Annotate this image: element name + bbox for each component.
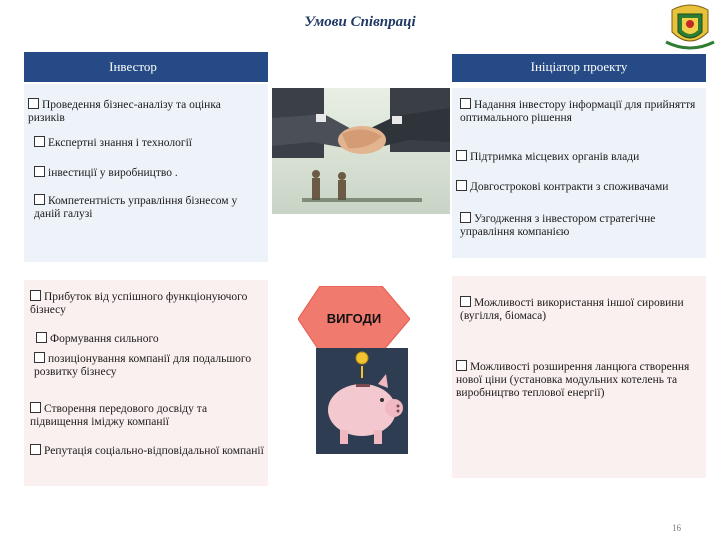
list-item: Можливості використання іншої сировини (вугілля, біомаса) <box>460 297 684 322</box>
checkbox-icon <box>30 444 41 455</box>
initiator-header: Ініціатор проекту <box>452 54 706 82</box>
initiator-contributions-panel <box>452 88 706 258</box>
list-item: Прибуток від успішного функціонуючого бізнесу <box>30 291 248 316</box>
checkbox-icon <box>460 296 471 307</box>
checkbox-icon <box>28 98 39 109</box>
list-item: позиціонування компанії для подальшого розвитку бізнесу <box>34 353 252 378</box>
handshake-image <box>272 88 450 214</box>
list-item: Підтримка місцевих органів влади <box>456 150 704 164</box>
investor-header: Інвестор <box>24 52 268 82</box>
investor-benefits-panel <box>24 280 268 486</box>
checkbox-icon <box>456 180 467 191</box>
benefits-label: ВИГОДИ <box>326 311 382 326</box>
list-item: Надання інвестору інформації для прийняття оптимального рішення <box>460 99 696 124</box>
list-item: Експертні знання і технології <box>34 136 259 150</box>
list-item: Формування сильного <box>36 332 261 346</box>
investor-contributions-panel <box>24 84 268 262</box>
list-item: Компетентність управління бізнесом у даній галузі <box>34 195 238 220</box>
checkbox-icon <box>456 150 467 161</box>
checkbox-icon <box>34 352 45 363</box>
checkbox-icon <box>36 332 47 343</box>
coat-of-arms-emblem <box>664 2 716 50</box>
page-number: 16 <box>672 523 681 533</box>
list-item: Проведення бізнес-аналізу та оцінка ризиків <box>28 99 221 124</box>
list-item: Довгострокові контракти з споживачами <box>456 180 704 194</box>
list-item: Узгодження з інвестором стратегічне управління компанією <box>460 213 656 238</box>
checkbox-icon <box>460 212 471 223</box>
checkbox-icon <box>34 194 45 205</box>
checkbox-icon <box>34 136 45 147</box>
piggy-bank-image <box>316 344 408 454</box>
checkbox-icon <box>456 360 467 371</box>
list-item: Створення передового досвіду та підвищення іміджу компанії <box>30 403 208 428</box>
list-item: Можливості розширення ланцюга створення нової ціни (установка модульних котелень та виробництво теплової енергії) <box>456 361 690 399</box>
checkbox-icon <box>34 166 45 177</box>
checkbox-icon <box>30 402 41 413</box>
list-item: інвестиції у виробництво . <box>34 166 259 180</box>
checkbox-icon <box>30 290 41 301</box>
checkbox-icon <box>460 98 471 109</box>
initiator-benefits-panel <box>452 276 706 478</box>
list-item: Репутація соціально-відповідальної компанії <box>30 444 310 458</box>
slide-title: Умови Співпраці <box>304 14 416 30</box>
